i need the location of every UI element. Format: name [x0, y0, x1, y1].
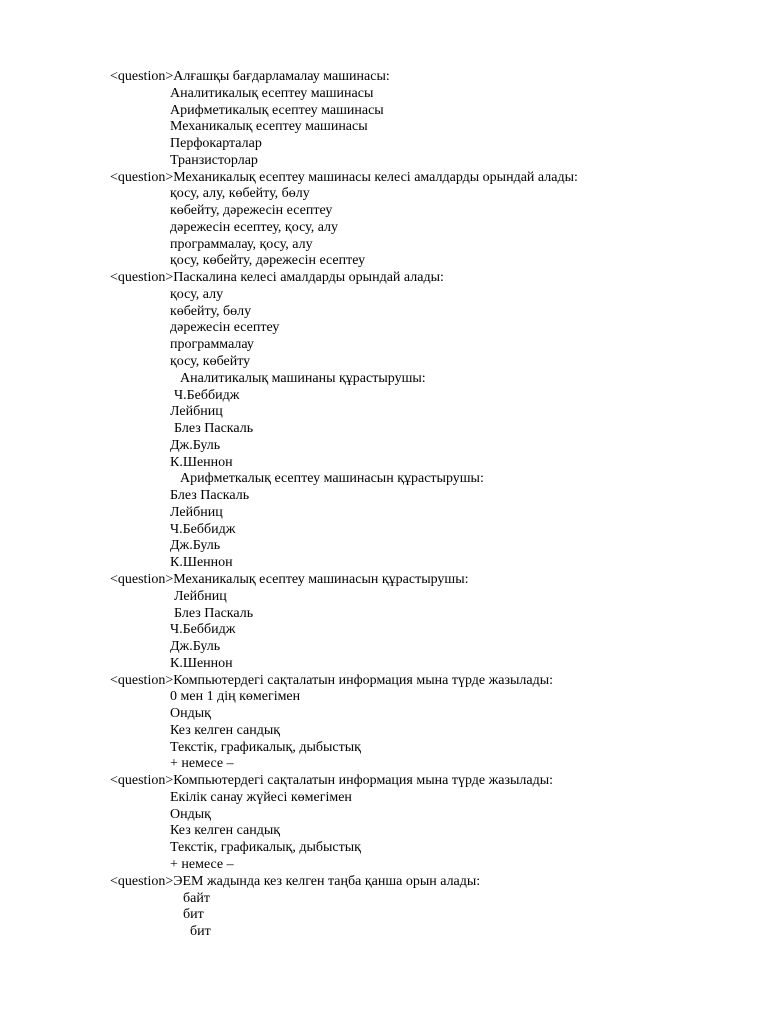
answer-line: қосу, алу: [170, 286, 224, 302]
answer-line: 0 мен 1 дің көмегімен: [170, 689, 301, 705]
answer-line: + немесе –: [170, 856, 234, 872]
question-line: <question>Компьютердегі сақталатын информация мына түрде жазылады:: [110, 672, 554, 688]
answer-line: көбейту, дәрежесін есептеу: [170, 203, 333, 219]
answer-line: Блез Паскаль: [174, 421, 254, 437]
question-line: <question>Механикалық есептеу машинасы келесі амалдарды орындай алады:: [110, 169, 578, 185]
question-line: <question>Алғашқы бағдарламалау машинасы:: [110, 69, 390, 84]
answer-line: көбейту, бөлу: [170, 303, 252, 319]
answer-line: К.Шеннон: [170, 454, 233, 470]
question-line: <question>Компьютердегі сақталатын информация мына түрде жазылады:: [110, 773, 554, 789]
answer-line: программалау, қосу, алу: [170, 236, 313, 252]
answer-line: қосу, көбейту: [170, 354, 251, 370]
answer-line: бит: [190, 924, 211, 940]
answer-line: Блез Паскаль: [174, 605, 254, 621]
answer-line: дәрежесін есептеу: [170, 320, 280, 336]
answer-line: К.Шеннон: [170, 555, 233, 571]
answer-line: Дж.Буль: [170, 538, 221, 554]
answer-line: Лейбниц: [174, 588, 227, 604]
answer-line: + немесе –: [170, 756, 234, 772]
question-line: <question>ЭЕМ жадында кез келген таңба қанша орын алады:: [110, 873, 481, 889]
answer-line: қосу, алу, көбейту, бөлу: [170, 186, 310, 202]
answer-line: Текстік, графикалық, дыбыстық: [170, 739, 361, 755]
answer-line: Ч.Беббидж: [174, 387, 240, 403]
answer-line: қосу, көбейту, дәрежесін есептеу: [170, 253, 366, 269]
answer-line: Перфокарталар: [170, 136, 262, 152]
answer-line: Блез Паскаль: [170, 488, 250, 504]
question-line: <question>Паскалина келесі амалдарды орындай алады:: [110, 270, 444, 286]
answer-line: Аналитикалық машинаны құрастырушы:: [180, 370, 426, 386]
answer-line: Аналитикалық есептеу машинасы: [170, 85, 374, 101]
answer-line: Арифметикалық есептеу машинасы: [170, 102, 384, 118]
answer-line: Екілік санау жүйесі көмегімен: [170, 789, 352, 805]
answer-line: Кез келген сандық: [170, 722, 281, 738]
question-line: <question>Механикалық есептеу машинасын құрастырушы:: [110, 571, 469, 587]
answer-line: Кез келген сандық: [170, 823, 281, 839]
answer-line: Лейбниц: [170, 504, 223, 520]
answer-line: Ч.Беббидж: [170, 521, 236, 537]
answer-line: Ондық: [170, 806, 211, 822]
answer-line: байт: [183, 890, 210, 906]
answer-line: Ондық: [170, 706, 211, 722]
answer-line: Арифметкалық есептеу машинасын құрастырушы:: [180, 471, 484, 487]
answer-line: бит: [183, 907, 204, 923]
answer-line: К.Шеннон: [170, 655, 233, 671]
answer-line: Лейбниц: [170, 404, 223, 420]
answer-line: программалау: [170, 337, 254, 353]
answer-line: Ч.Беббидж: [170, 622, 236, 638]
answer-line: Транзисторлар: [170, 152, 258, 168]
answer-line: дәрежесін есептеу, қосу, алу: [170, 219, 339, 235]
document-page: [0, 69, 768, 941]
answer-line: Дж.Буль: [170, 639, 221, 655]
answer-line: Дж.Буль: [170, 437, 221, 453]
answer-line: Текстік, графикалық, дыбыстық: [170, 840, 361, 856]
answer-line: Механикалық есептеу машинасы: [170, 119, 368, 135]
